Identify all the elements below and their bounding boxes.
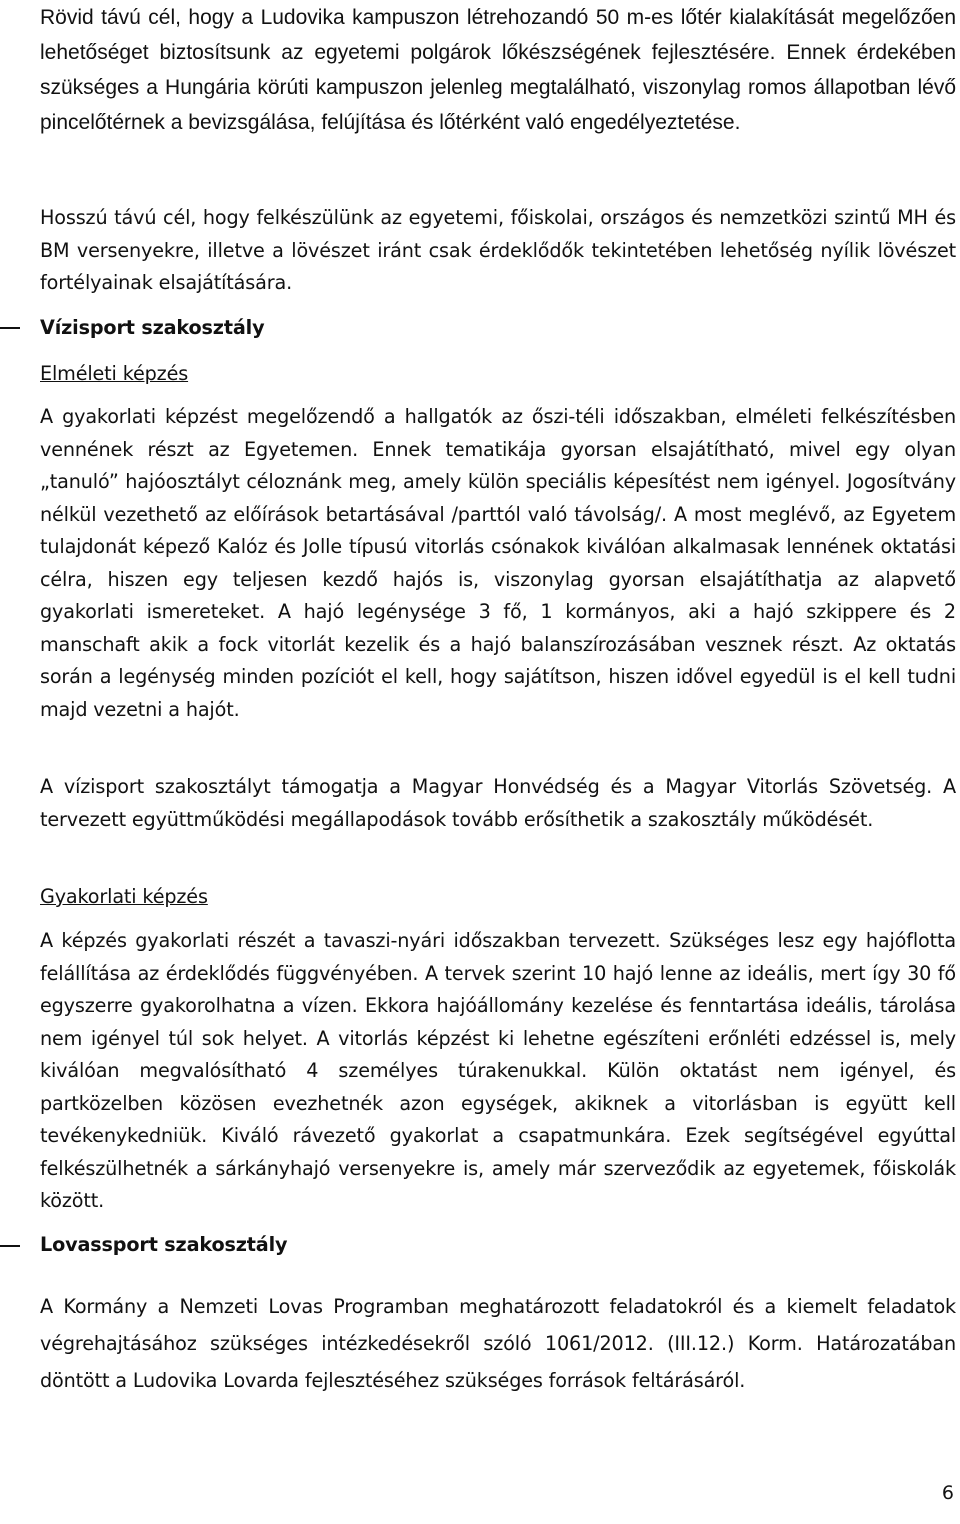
paragraph-long-term-goal: Hosszú távú cél, hogy felkészülünk az egyetemi, főiskolai, országos és nemzetközi szintű MH és BM versenyekre, illetve a lövészet iránt csak érdeklődők tekintetében lehetőség nyílik lövészet fortélyainak elsajátítására. [40, 206, 956, 294]
heading-lovassport: Lovassport szakosztály [40, 1233, 288, 1256]
paragraph-equestrian: A Kormány a Nemzeti Lovas Programban meghatározott feladatokról és a kiemelt feladatok végrehajtásához szükséges intézkedésekről szóló 1061/2012. (III.12.) Korm. Határozatában döntött a Ludovika Lovarda fejlesztéséhez szükséges források feltárásáról. [40, 1295, 956, 1392]
paragraph-theoretical-training: A gyakorlati képzést megelőzendő a hallgatók az őszi-téli időszakban, elméleti felkészítésben vennének részt az Egyetemen. Ennek tematikája gyorsan elsajátítható, mivel egy olyan „tanuló” hajóosztályt céloznánk meg, amely külön speciális képesítést nem igényel. Jogosítvány nélkül vezethető az előírások betartásával /parttól való távolság/. A most meglévő, az Egyetem tulajdonát képező Kalóz és Jolle típusú vitorlás csónakok kiválóan alkalmasak lennének oktatási célra, hiszen egy teljesen kezdő hajós is, viszonylag gyorsan elsajátíthatja az alapvető gyakorlati ismereteket. A hajó legénysége 3 fő, 1 kormányos, aki a hajó szkippere és 2 manschaft akik a fock vitorlát kezelik és a hajó balanszírozásában vesznek részt. Az oktatás során a legénység minden pozíciót el kell, hogy sajátítson, hiszen idővel egyedül is el kell tudni majd vezetni a hajót. [40, 405, 956, 721]
list-dash-vizisport [0, 327, 20, 329]
heading-vizisport: Vízisport szakosztály [40, 316, 265, 339]
subheading-gyakorlati-kepzes: Gyakorlati képzés [40, 885, 208, 908]
list-dash-lovassport [0, 1245, 20, 1247]
page-number: 6 [941, 1482, 954, 1504]
paragraph-short-term-goal: Rövid távú cél, hogy a Ludovika kampuszon létrehozandó 50 m-es lőtér kialakítását megelőzően lehetőséget biztosítsunk az egyetemi polgárok lőkészségének fejlesztésére. Ennek érdekében szükséges a Hungária körúti kampuszon jelenleg megtalálható, viszonylag romos állapotban lévő pincelőtérnek a bevizsgálása, felújítása és lőtérként való engedélyeztetése. [40, 6, 956, 134]
paragraph-support: A vízisport szakosztályt támogatja a Magyar Honvédség és a Magyar Vitorlás Szövetség. A tervezett együttműködési megállapodások tovább erősíthetik a szakosztály működését. [40, 775, 956, 831]
paragraph-practical-training: A képzés gyakorlati részét a tavaszi-nyári időszakban tervezett. Szükséges lesz egy hajóflotta felállítása az érdeklődés függvényében. A tervek szerint 10 hajó lenne az ideális, mert így 30 fő egyszerre gyakorolhatna a vízen. Ekkora hajóállomány kezelése és fenntartása ideális, tárolása nem igényel túl sok helyet. A vitorlás képzést ki lehetne egészíteni erőnléti edzéssel is, mely kiválóan megvalósítható 4 személyes túrakenukkal. Külön oktatást nem igényel, és partközelben közösen evezhetnék azon egységek, akiknek a vitorlásban is együtt kell tevékenykedniük. Kiváló rávezető gyakorlat a csapatmunkára. Ezek segítségével egyúttal felkészülhetnék a sárkányhajó versenyekre is, amely már szerveződik az egyetemek, főiskolák között. [40, 929, 956, 1212]
subheading-elmeleti-kepzes: Elméleti képzés [40, 362, 189, 385]
